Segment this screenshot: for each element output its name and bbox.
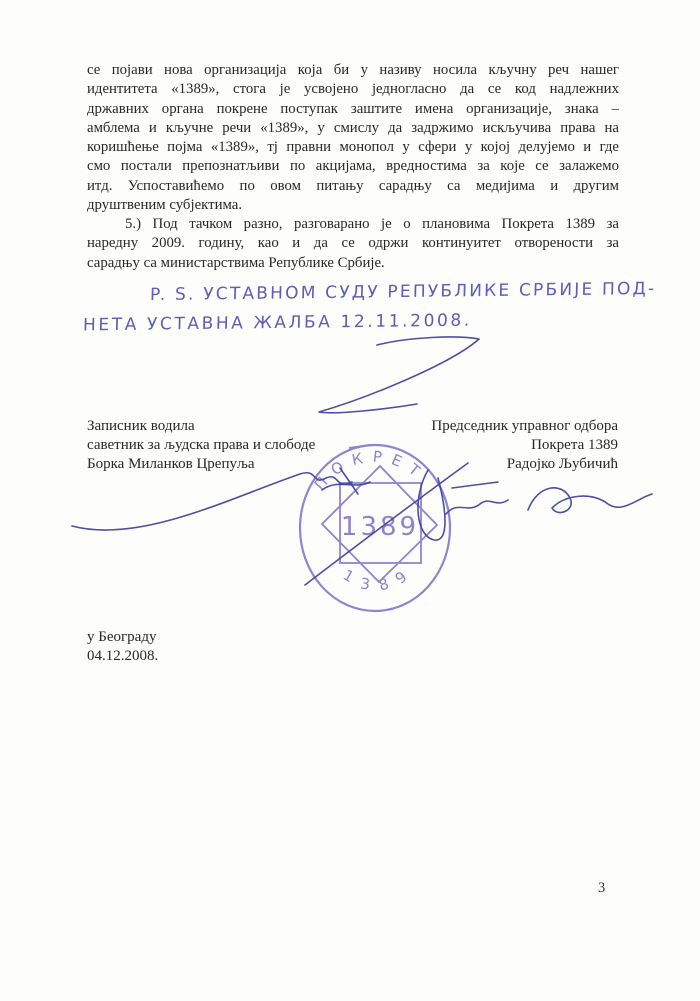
text-line: амблема и кључне речи «1389», у смислу да задржимо искључива права на [87,119,619,136]
recorder-title: Записник водила [87,418,195,434]
text-line: наредну 2009. годину, као и да се одржи континуитет отворености за [87,235,619,252]
text-line: смо постали препознатљиви по акцијама, вредностима за које се залажемо [87,158,619,175]
text-line: идентитета «1389», стога је усвојено једногласно да се код надлежних [87,81,619,98]
president-name: Радојко Љубичић [506,456,618,473]
body-text [87,61,619,273]
text-line: се појави нова организација која би у називу носила кључну реч нашег [87,62,619,78]
stamp-center-text: 1389 [340,512,420,542]
page-number: 3 [598,880,606,896]
handwritten-note-line1: P. S. УСТАВНОМ СУДУ РЕПУБЛИКЕ СРБИЈЕ ПОД- [149,278,657,306]
text-line: сарадњу са министарствима Републике Србије. [87,254,385,271]
footer-date: 04.12.2008. [87,648,159,665]
signature-diagonal-stroke [305,463,468,585]
text-line: друштвеним субјектима. [87,196,243,213]
president-org: Покрета 1389 [531,437,618,454]
text-line: итд. Успоставићемо по овом питању сарадњу са медијима и другим [87,177,619,194]
pen-scribble-z [195,332,495,422]
stamp-top-text: ПОКРЕТ [310,447,431,494]
text-line: коришћење појма «1389», тј правни монопол у сфери у којој делујемо и где [87,139,619,155]
signature-left [72,468,370,530]
stamp-bottom-text: 1389 [339,560,419,595]
footer-place: у Београду [87,629,157,645]
president-title: Председник управног одбора [431,418,618,434]
signature-right [418,470,652,540]
recorder-name: Борка Миланков Црепуља [87,456,255,473]
text-line: државних органа покрене поступак заштите имена организације, знака – [87,100,619,117]
text-line: 5.) Под тачком разно, разговарано је о плановима Покрета 1389 за [125,216,619,232]
signatures-overlay [60,448,660,603]
place-date-block [87,628,158,666]
handwritten-note-line2: НЕТА УСТАВНА ЖАЛБА 12.11.2008. [82,310,473,336]
recorder-role: саветник за људска права и слободе [87,437,316,454]
